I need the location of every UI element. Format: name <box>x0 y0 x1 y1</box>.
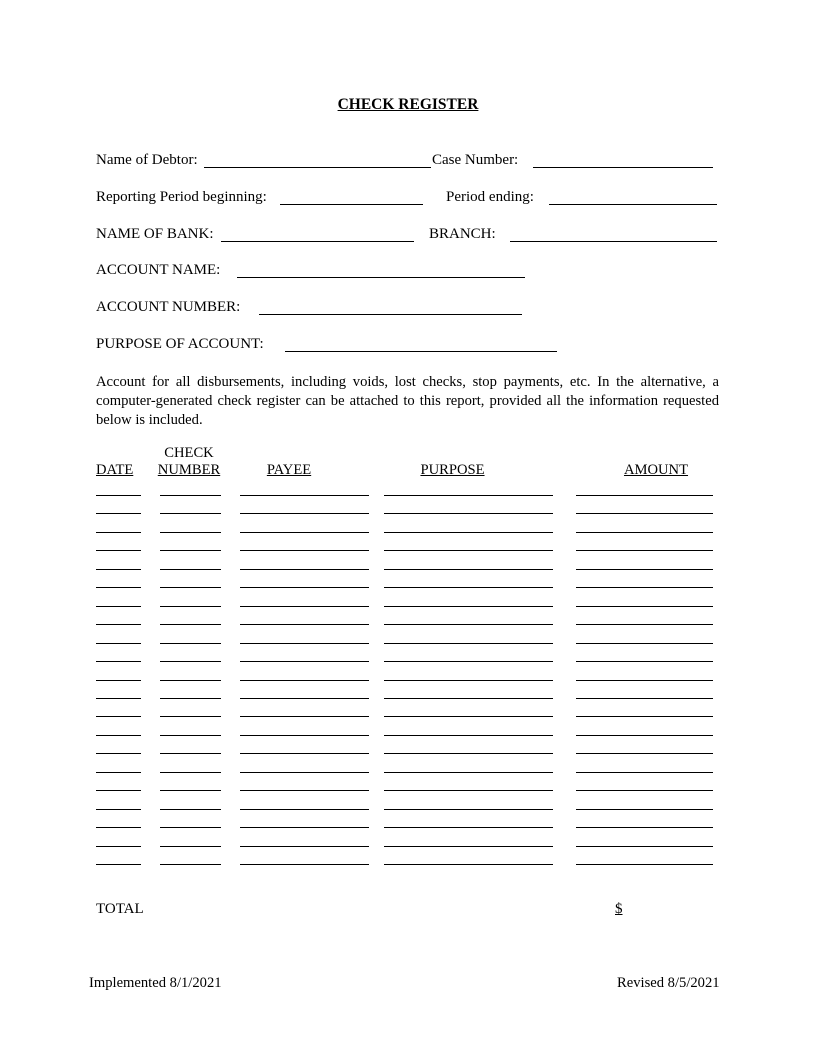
row-9-amount-line[interactable] <box>576 643 713 644</box>
row-19-purpose-line[interactable] <box>384 827 553 828</box>
row-3-payee-line[interactable] <box>240 532 369 533</box>
period-beginning-field[interactable] <box>280 204 423 205</box>
row-16-amount-line[interactable] <box>576 772 713 773</box>
row-4-amount-line[interactable] <box>576 550 713 551</box>
row-10-amount-line[interactable] <box>576 661 713 662</box>
row-1-payee-line[interactable] <box>240 495 369 496</box>
row-17-amount-line[interactable] <box>576 790 713 791</box>
period-beginning-label: Reporting Period beginning: <box>96 189 267 205</box>
row-7-payee-line[interactable] <box>240 606 369 607</box>
row-2-check-number-line[interactable] <box>160 513 221 514</box>
row-4-payee-line[interactable] <box>240 550 369 551</box>
account-name-field[interactable] <box>237 277 525 278</box>
row-20-date-line[interactable] <box>96 846 141 847</box>
row-5-purpose-line[interactable] <box>384 569 553 570</box>
total-currency-symbol: $ <box>615 901 623 917</box>
row-19-check-number-line[interactable] <box>160 827 221 828</box>
branch-label: BRANCH: <box>429 226 496 242</box>
row-12-check-number-line[interactable] <box>160 698 221 699</box>
row-17-check-number-line[interactable] <box>160 790 221 791</box>
row-8-check-number-line[interactable] <box>160 624 221 625</box>
header-payee <box>240 462 338 479</box>
row-5-check-number-line[interactable] <box>160 569 221 570</box>
row-8-purpose-line[interactable] <box>384 624 553 625</box>
period-ending-field[interactable] <box>549 204 717 205</box>
row-16-purpose-line[interactable] <box>384 772 553 773</box>
row-21-purpose-line[interactable] <box>384 864 553 865</box>
row-7-date-line[interactable] <box>96 606 141 607</box>
header-check-bottom: NUMBER <box>157 462 221 478</box>
row-6-payee-line[interactable] <box>240 587 369 588</box>
row-8-amount-line[interactable] <box>576 624 713 625</box>
row-18-payee-line[interactable] <box>240 809 369 810</box>
debtor-label: Name of Debtor: <box>96 152 198 168</box>
account-name-label: ACCOUNT NAME: <box>96 262 221 278</box>
row-19-date-line[interactable] <box>96 827 141 828</box>
bank-name-label: NAME OF BANK: <box>96 226 214 242</box>
row-6-purpose-line[interactable] <box>384 587 553 588</box>
row-2-payee-line[interactable] <box>240 513 369 514</box>
row-15-check-number-line[interactable] <box>160 753 221 754</box>
footer-revised: Revised 8/5/2021 <box>617 975 720 991</box>
header-check-number <box>156 445 222 479</box>
row-14-purpose-line[interactable] <box>384 735 553 736</box>
row-4-purpose-line[interactable] <box>384 550 553 551</box>
row-17-purpose-line[interactable] <box>384 790 553 791</box>
footer-implemented: Implemented 8/1/2021 <box>89 975 222 991</box>
row-11-check-number-line[interactable] <box>160 680 221 681</box>
row-12-purpose-line[interactable] <box>384 698 553 699</box>
row-9-check-number-line[interactable] <box>160 643 221 644</box>
row-20-amount-line[interactable] <box>576 846 713 847</box>
row-10-date-line[interactable] <box>96 661 141 662</box>
instructions-paragraph: Account for all disbursements, including voids, lost checks, stop payments, etc. In the alternative, a computer-generated check register can be attached to this report, provided all the information requested below is included. <box>96 374 719 428</box>
row-14-payee-line[interactable] <box>240 735 369 736</box>
row-12-amount-line[interactable] <box>576 698 713 699</box>
purpose-of-account-label: PURPOSE OF ACCOUNT: <box>96 336 264 352</box>
row-9-payee-line[interactable] <box>240 643 369 644</box>
row-11-purpose-line[interactable] <box>384 680 553 681</box>
case-number-field[interactable] <box>533 167 713 168</box>
row-15-date-line[interactable] <box>96 753 141 754</box>
row-3-purpose-line[interactable] <box>384 532 553 533</box>
row-5-amount-line[interactable] <box>576 569 713 570</box>
row-19-amount-line[interactable] <box>576 827 713 828</box>
branch-field[interactable] <box>510 241 717 242</box>
header-amount <box>576 462 736 479</box>
row-5-date-line[interactable] <box>96 569 141 570</box>
header-check-top: CHECK <box>164 445 214 461</box>
row-4-check-number-line[interactable] <box>160 550 221 551</box>
row-19-payee-line[interactable] <box>240 827 369 828</box>
row-20-check-number-line[interactable] <box>160 846 221 847</box>
row-3-date-line[interactable] <box>96 532 141 533</box>
row-15-purpose-line[interactable] <box>384 753 553 754</box>
row-1-purpose-line[interactable] <box>384 495 553 496</box>
row-2-amount-line[interactable] <box>576 513 713 514</box>
case-number-label: Case Number: <box>432 152 519 168</box>
row-13-date-line[interactable] <box>96 716 141 717</box>
row-12-payee-line[interactable] <box>240 698 369 699</box>
row-1-amount-line[interactable] <box>576 495 713 496</box>
row-21-amount-line[interactable] <box>576 864 713 865</box>
row-11-payee-line[interactable] <box>240 680 369 681</box>
header-purpose-text: PURPOSE <box>420 462 485 478</box>
row-1-date-line[interactable] <box>96 495 141 496</box>
row-4-date-line[interactable] <box>96 550 141 551</box>
account-number-field[interactable] <box>259 314 522 315</box>
debtor-field[interactable] <box>204 167 431 168</box>
row-18-date-line[interactable] <box>96 809 141 810</box>
row-7-purpose-line[interactable] <box>384 606 553 607</box>
row-14-amount-line[interactable] <box>576 735 713 736</box>
row-21-payee-line[interactable] <box>240 864 369 865</box>
row-6-check-number-line[interactable] <box>160 587 221 588</box>
row-7-amount-line[interactable] <box>576 606 713 607</box>
purpose-of-account-field[interactable] <box>285 351 557 352</box>
row-17-date-line[interactable] <box>96 790 141 791</box>
page-title: CHECK REGISTER <box>337 96 479 113</box>
period-ending-label: Period ending: <box>446 189 534 205</box>
row-18-amount-line[interactable] <box>576 809 713 810</box>
row-16-date-line[interactable] <box>96 772 141 773</box>
row-15-amount-line[interactable] <box>576 753 713 754</box>
row-10-payee-line[interactable] <box>240 661 369 662</box>
row-12-date-line[interactable] <box>96 698 141 699</box>
row-1-check-number-line[interactable] <box>160 495 221 496</box>
row-13-purpose-line[interactable] <box>384 716 553 717</box>
header-purpose <box>384 462 521 479</box>
row-16-check-number-line[interactable] <box>160 772 221 773</box>
row-8-date-line[interactable] <box>96 624 141 625</box>
row-14-check-number-line[interactable] <box>160 735 221 736</box>
row-21-date-line[interactable] <box>96 864 141 865</box>
row-10-purpose-line[interactable] <box>384 661 553 662</box>
row-17-payee-line[interactable] <box>240 790 369 791</box>
row-20-purpose-line[interactable] <box>384 846 553 847</box>
row-13-amount-line[interactable] <box>576 716 713 717</box>
row-3-amount-line[interactable] <box>576 532 713 533</box>
row-7-check-number-line[interactable] <box>160 606 221 607</box>
row-18-check-number-line[interactable] <box>160 809 221 810</box>
row-21-check-number-line[interactable] <box>160 864 221 865</box>
row-14-date-line[interactable] <box>96 735 141 736</box>
row-6-amount-line[interactable] <box>576 587 713 588</box>
row-9-purpose-line[interactable] <box>384 643 553 644</box>
header-date <box>96 462 142 479</box>
row-6-date-line[interactable] <box>96 587 141 588</box>
row-11-amount-line[interactable] <box>576 680 713 681</box>
row-18-purpose-line[interactable] <box>384 809 553 810</box>
total-label: TOTAL <box>96 901 144 917</box>
header-date-text: DATE <box>96 462 134 478</box>
bank-name-field[interactable] <box>221 241 414 242</box>
row-13-check-number-line[interactable] <box>160 716 221 717</box>
row-3-check-number-line[interactable] <box>160 532 221 533</box>
row-2-date-line[interactable] <box>96 513 141 514</box>
row-13-payee-line[interactable] <box>240 716 369 717</box>
row-2-purpose-line[interactable] <box>384 513 553 514</box>
row-20-payee-line[interactable] <box>240 846 369 847</box>
header-amount-text: AMOUNT <box>623 462 689 478</box>
row-11-date-line[interactable] <box>96 680 141 681</box>
account-number-label: ACCOUNT NUMBER: <box>96 299 241 315</box>
row-5-payee-line[interactable] <box>240 569 369 570</box>
row-8-payee-line[interactable] <box>240 624 369 625</box>
row-10-check-number-line[interactable] <box>160 661 221 662</box>
row-15-payee-line[interactable] <box>240 753 369 754</box>
row-9-date-line[interactable] <box>96 643 141 644</box>
header-payee-text: PAYEE <box>266 462 312 478</box>
row-16-payee-line[interactable] <box>240 772 369 773</box>
